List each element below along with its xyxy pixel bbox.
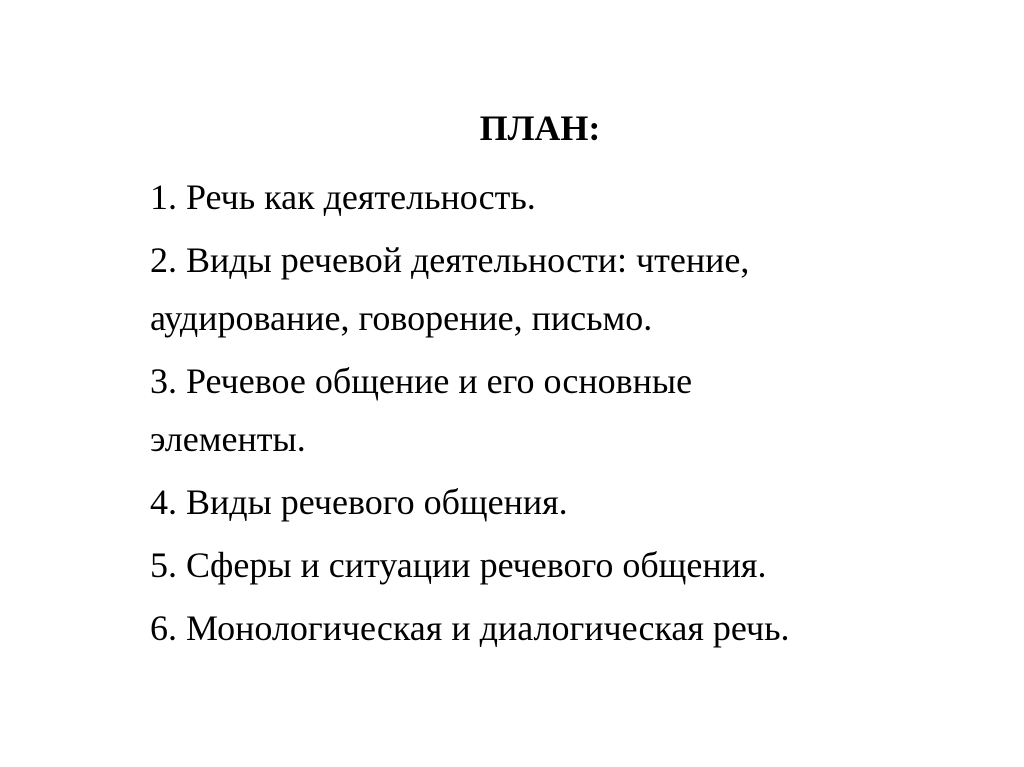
plan-item-3 — [150, 352, 870, 468]
plan-item-2 — [150, 231, 870, 347]
plan-item-1 — [150, 168, 870, 226]
plan-item-line: 4. Виды речевого общения. — [150, 482, 568, 522]
plan-item-4 — [150, 473, 870, 531]
plan-item-line: 3. Речевое общение и его основные — [150, 361, 693, 401]
plan-item-line: 2. Виды речевой деятельности: чтение, — [150, 240, 750, 280]
plan-item-line: 5. Сферы и ситуации речевого общения. — [150, 545, 767, 585]
plan-list — [150, 168, 870, 662]
plan-item-line: аудирование, говорение, письмо. — [150, 298, 653, 338]
plan-item-line: 1. Речь как деятельность. — [150, 177, 536, 217]
plan-item-6 — [150, 599, 870, 657]
slide-title: ПЛАН: — [479, 108, 601, 148]
plan-item-line: 6. Монологическая и диалогическая речь. — [150, 608, 790, 648]
plan-item-line: элементы. — [150, 419, 306, 459]
plan-item-5 — [150, 536, 870, 594]
